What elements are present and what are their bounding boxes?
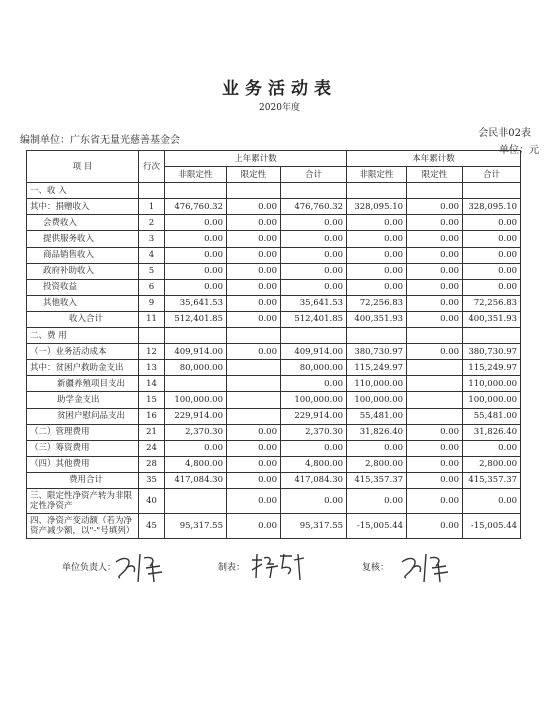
table-row (27, 360, 521, 376)
row-item-label: 提供服务收入 (27, 231, 139, 247)
row-item-label: 其中：捐赠收入 (27, 199, 139, 215)
prev-restricted-value (227, 376, 281, 392)
row-line-number: 35 (139, 472, 165, 488)
header-prev-year: 上年累计数 (165, 151, 347, 167)
row-item-label: （四）其他费用 (27, 456, 139, 472)
prev-total-value: 0.00 (281, 376, 347, 392)
curr-total-value: 55,481.00 (463, 408, 521, 424)
table-row (27, 215, 521, 231)
prev-restricted-value: 0.00 (227, 424, 281, 440)
curr-unrestricted-value: 55,481.00 (347, 408, 407, 424)
prev-unrestricted-value (165, 488, 227, 513)
header-curr-unrestricted: 非限定性 (347, 167, 407, 183)
preparer-signature (248, 550, 308, 582)
curr-total-value: 110,000.00 (463, 376, 521, 392)
row-item-label: （一）业务活动成本 (27, 344, 139, 360)
prev-unrestricted-value: 476,760.32 (165, 199, 227, 215)
prev-unrestricted-value: 80,000.00 (165, 360, 227, 376)
row-line-number (139, 328, 165, 344)
prev-total-value: 80,000.00 (281, 360, 347, 376)
table-row (27, 440, 521, 456)
curr-unrestricted-value: 0.00 (347, 247, 407, 263)
responsible-signature (110, 548, 168, 586)
prev-total-value: 4,800.00 (281, 456, 347, 472)
curr-unrestricted-value: 100,000.00 (347, 392, 407, 408)
curr-restricted-value: 0.00 (407, 472, 463, 488)
curr-total-value: 0.00 (463, 231, 521, 247)
curr-total-value: 31,826.40 (463, 424, 521, 440)
row-item-label: 三、限定性净资产转为非限定性净资产 (27, 488, 139, 513)
prev-unrestricted-value: 0.00 (165, 215, 227, 231)
prev-total-value: 0.00 (281, 440, 347, 456)
row-line-number: 9 (139, 295, 165, 311)
prev-restricted-value: 0.00 (227, 440, 281, 456)
table-row (27, 279, 521, 295)
prev-restricted-value: 0.00 (227, 215, 281, 231)
row-item-label: 四、净资产变动额（若为净资产减少额，以"-"号填列） (27, 513, 139, 538)
prev-total-value: 0.00 (281, 231, 347, 247)
prev-restricted-value: 0.00 (227, 199, 281, 215)
curr-unrestricted-value: 380,730.97 (347, 344, 407, 360)
prev-restricted-value (227, 392, 281, 408)
curr-total-value: 115,249.97 (463, 360, 521, 376)
row-line-number: 3 (139, 231, 165, 247)
curr-total-value: 2,800.00 (463, 456, 521, 472)
curr-unrestricted-value: 0.00 (347, 279, 407, 295)
prev-total-value: 2,370.30 (281, 424, 347, 440)
curr-restricted-value: 0.00 (407, 488, 463, 513)
table-row (27, 295, 521, 311)
form-number: 会民非02表 (478, 128, 531, 139)
curr-restricted-value: 0.00 (407, 424, 463, 440)
prev-unrestricted-value: 95,317.55 (165, 513, 227, 538)
prev-restricted-value (227, 360, 281, 376)
curr-unrestricted-value (347, 183, 407, 199)
curr-total-value: 0.00 (463, 440, 521, 456)
curr-total-value: 100,000.00 (463, 392, 521, 408)
prev-unrestricted-value: 0.00 (165, 247, 227, 263)
prev-unrestricted-value: 417,084.30 (165, 472, 227, 488)
curr-unrestricted-value: -15,005.44 (347, 513, 407, 538)
curr-unrestricted-value: 31,826.40 (347, 424, 407, 440)
curr-unrestricted-value: 328,095.10 (347, 199, 407, 215)
curr-restricted-value: 0.00 (407, 231, 463, 247)
prev-restricted-value: 0.00 (227, 488, 281, 513)
curr-restricted-value: 0.00 (407, 247, 463, 263)
row-item-label: 一、收 入 (27, 183, 139, 199)
table-row (27, 311, 521, 327)
prev-total-value: 35,641.53 (281, 295, 347, 311)
prev-total-value: 95,317.55 (281, 513, 347, 538)
curr-total-value: -15,005.44 (463, 513, 521, 538)
curr-unrestricted-value: 0.00 (347, 488, 407, 513)
curr-restricted-value: 0.00 (407, 344, 463, 360)
prev-restricted-value: 0.00 (227, 247, 281, 263)
curr-total-value: 400,351.93 (463, 311, 521, 327)
table-row (27, 344, 521, 360)
curr-restricted-value: 0.00 (407, 513, 463, 538)
curr-restricted-value: 0.00 (407, 440, 463, 456)
prev-total-value: 0.00 (281, 263, 347, 279)
row-line-number: 28 (139, 456, 165, 472)
prev-total-value (281, 183, 347, 199)
table-row (27, 392, 521, 408)
curr-unrestricted-value: 0.00 (347, 263, 407, 279)
curr-unrestricted-value: 115,249.97 (347, 360, 407, 376)
curr-restricted-value (407, 392, 463, 408)
prev-restricted-value: 0.00 (227, 279, 281, 295)
row-item-label: 会费收入 (27, 215, 139, 231)
prev-total-value: 0.00 (281, 488, 347, 513)
curr-total-value: 0.00 (463, 247, 521, 263)
header-curr-total: 合计 (463, 167, 521, 183)
curr-unrestricted-value: 2,800.00 (347, 456, 407, 472)
prev-unrestricted-value: 100,000.00 (165, 392, 227, 408)
row-item-label: 新疆养殖项目支出 (27, 376, 139, 392)
prev-total-value: 0.00 (281, 247, 347, 263)
prev-restricted-value (227, 328, 281, 344)
organization-name: 编制单位：广东省无量光慈善基金会 (20, 135, 180, 146)
curr-restricted-value (407, 328, 463, 344)
prev-total-value: 417,084.30 (281, 472, 347, 488)
prev-unrestricted-value: 35,641.53 (165, 295, 227, 311)
prev-unrestricted-value: 2,370.30 (165, 424, 227, 440)
prev-unrestricted-value: 4,800.00 (165, 456, 227, 472)
curr-restricted-value: 0.00 (407, 263, 463, 279)
header-line: 行次 (139, 151, 165, 183)
table-row (27, 472, 521, 488)
responsible-label: 单位负责人： (62, 563, 117, 573)
curr-restricted-value: 0.00 (407, 311, 463, 327)
reviewer-label: 复核： (362, 563, 390, 573)
prev-unrestricted-value: 0.00 (165, 279, 227, 295)
header-prev-total: 合计 (281, 167, 347, 183)
row-line-number (139, 183, 165, 199)
prev-unrestricted-value: 229,914.00 (165, 408, 227, 424)
curr-total-value (463, 328, 521, 344)
prev-restricted-value: 0.00 (227, 263, 281, 279)
table-row (27, 263, 521, 279)
row-line-number: 40 (139, 488, 165, 513)
curr-unrestricted-value: 400,351.93 (347, 311, 407, 327)
prev-unrestricted-value: 0.00 (165, 231, 227, 247)
row-item-label: 其他收入 (27, 295, 139, 311)
curr-restricted-value (407, 183, 463, 199)
table-row (27, 247, 521, 263)
curr-total-value: 380,730.97 (463, 344, 521, 360)
curr-restricted-value (407, 408, 463, 424)
header-item: 项 目 (27, 151, 139, 183)
row-item-label: 政府补助收入 (27, 263, 139, 279)
curr-restricted-value: 0.00 (407, 295, 463, 311)
prev-total-value: 0.00 (281, 215, 347, 231)
curr-total-value (463, 183, 521, 199)
row-item-label: 贫困户慰问品支出 (27, 408, 139, 424)
prev-unrestricted-value: 512,401.85 (165, 311, 227, 327)
row-line-number: 6 (139, 279, 165, 295)
curr-total-value: 72,256.83 (463, 295, 521, 311)
table-row (27, 231, 521, 247)
reviewer-signature (396, 548, 454, 586)
prev-unrestricted-value: 0.00 (165, 263, 227, 279)
row-item-label: （三）筹资费用 (27, 440, 139, 456)
row-line-number: 4 (139, 247, 165, 263)
table-row (27, 376, 521, 392)
curr-unrestricted-value: 415,357.37 (347, 472, 407, 488)
prev-restricted-value: 0.00 (227, 456, 281, 472)
curr-unrestricted-value (347, 328, 407, 344)
prev-total-value: 409,914.00 (281, 344, 347, 360)
prev-total-value: 100,000.00 (281, 392, 347, 408)
row-item-label: 费用合计 (27, 472, 139, 488)
curr-restricted-value: 0.00 (407, 215, 463, 231)
prev-unrestricted-value (165, 376, 227, 392)
activity-table (26, 150, 521, 539)
report-title: 业务活动表 (222, 79, 337, 99)
curr-restricted-value: 0.00 (407, 279, 463, 295)
curr-total-value: 0.00 (463, 488, 521, 513)
prev-unrestricted-value: 0.00 (165, 440, 227, 456)
prev-restricted-value: 0.00 (227, 513, 281, 538)
prev-restricted-value: 0.00 (227, 472, 281, 488)
row-item-label: 二、费 用 (27, 328, 139, 344)
row-line-number: 5 (139, 263, 165, 279)
row-item-label: 其中：贫困户救助金支出 (27, 360, 139, 376)
curr-restricted-value (407, 376, 463, 392)
row-item-label: 收入合计 (27, 311, 139, 327)
prev-unrestricted-value: 409,914.00 (165, 344, 227, 360)
row-line-number: 15 (139, 392, 165, 408)
prev-unrestricted-value (165, 328, 227, 344)
table-row (27, 408, 521, 424)
preparer-label: 制表： (218, 563, 246, 573)
prev-unrestricted-value (165, 183, 227, 199)
header-prev-restricted: 限定性 (227, 167, 281, 183)
curr-unrestricted-value: 0.00 (347, 440, 407, 456)
prev-total-value: 476,760.32 (281, 199, 347, 215)
row-line-number: 45 (139, 513, 165, 538)
row-line-number: 24 (139, 440, 165, 456)
row-item-label: 助学金支出 (27, 392, 139, 408)
row-item-label: 商品销售收入 (27, 247, 139, 263)
curr-unrestricted-value: 0.00 (347, 231, 407, 247)
prev-total-value (281, 328, 347, 344)
curr-restricted-value (407, 360, 463, 376)
prev-total-value: 229,914.00 (281, 408, 347, 424)
row-item-label: 投资收益 (27, 279, 139, 295)
row-item-label: （二）管理费用 (27, 424, 139, 440)
curr-restricted-value: 0.00 (407, 199, 463, 215)
curr-restricted-value: 0.00 (407, 456, 463, 472)
header-prev-unrestricted: 非限定性 (165, 167, 227, 183)
row-line-number: 11 (139, 311, 165, 327)
prev-restricted-value (227, 408, 281, 424)
curr-unrestricted-value: 0.00 (347, 215, 407, 231)
table-row (27, 456, 521, 472)
currency-unit: 单位：元 (499, 145, 539, 156)
prev-restricted-value: 0.00 (227, 344, 281, 360)
row-line-number: 21 (139, 424, 165, 440)
row-line-number: 13 (139, 360, 165, 376)
prev-total-value: 0.00 (281, 279, 347, 295)
prev-restricted-value: 0.00 (227, 231, 281, 247)
row-line-number: 14 (139, 376, 165, 392)
prev-restricted-value: 0.00 (227, 311, 281, 327)
table-row (27, 513, 521, 538)
prev-restricted-value (227, 183, 281, 199)
table-row (27, 199, 521, 215)
row-line-number: 1 (139, 199, 165, 215)
curr-total-value: 0.00 (463, 215, 521, 231)
curr-unrestricted-value: 110,000.00 (347, 376, 407, 392)
row-line-number: 2 (139, 215, 165, 231)
table-row (27, 488, 521, 513)
curr-total-value: 415,357.37 (463, 472, 521, 488)
prev-total-value: 512,401.85 (281, 311, 347, 327)
header-curr-restricted: 限定性 (407, 167, 463, 183)
table-row (27, 424, 521, 440)
header-curr-year: 本年累计数 (347, 151, 521, 167)
row-line-number: 16 (139, 408, 165, 424)
curr-total-value: 0.00 (463, 279, 521, 295)
curr-unrestricted-value: 72,256.83 (347, 295, 407, 311)
row-line-number: 12 (139, 344, 165, 360)
table-row (27, 183, 521, 199)
curr-total-value: 328,095.10 (463, 199, 521, 215)
curr-total-value: 0.00 (463, 263, 521, 279)
table-row (27, 328, 521, 344)
report-year: 2020年度 (259, 103, 300, 113)
prev-restricted-value: 0.00 (227, 295, 281, 311)
